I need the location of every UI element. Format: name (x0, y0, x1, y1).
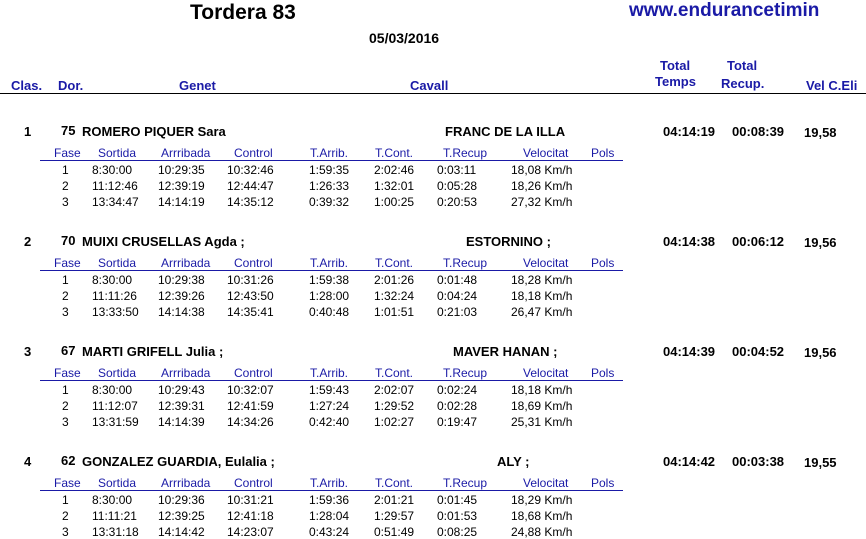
total-recup: 00:08:39 (732, 124, 785, 139)
phase-t-recup: 0:20:53 (437, 195, 478, 209)
phase-t-arrib: 0:39:32 (309, 195, 350, 209)
subheader-rule (40, 380, 623, 381)
phase-t-cont: 1:00:25 (374, 195, 415, 209)
phase-velocitat: 27,32 Km/h (511, 195, 573, 209)
phase-control: 14:34:26 (227, 415, 274, 429)
subheader-arribada: Arrribada (161, 476, 211, 490)
phase-t-arrib: 1:28:04 (309, 509, 350, 523)
phase-t-recup: 0:02:24 (437, 383, 478, 397)
col-header-genet: Genet (179, 78, 216, 93)
average-speed: 19,58 (804, 125, 837, 140)
phase-t-recup: 0:03:11 (437, 163, 477, 177)
phase-t-cont: 1:29:57 (374, 509, 415, 523)
subheader-t-arrib: T.Arrib. (310, 366, 349, 380)
phase-control: 10:32:46 (227, 163, 274, 177)
phase-sortida: 13:31:59 (92, 415, 139, 429)
subheader-sortida: Sortida (98, 366, 137, 380)
phase-t-cont: 1:32:01 (374, 179, 415, 193)
phase-t-arrib: 1:59:43 (309, 383, 350, 397)
horse-name: ALY ; (497, 454, 530, 469)
phase-t-recup: 0:08:25 (437, 525, 478, 539)
total-time: 04:14:39 (663, 344, 716, 359)
phase-t-cont: 2:01:26 (374, 273, 415, 287)
phase-t-arrib: 0:42:40 (309, 415, 350, 429)
rank: 2 (24, 234, 32, 249)
phase-t-recup: 0:05:28 (437, 179, 478, 193)
subheader-velocitat: Velocitat (523, 366, 569, 380)
phase-control: 10:31:26 (227, 273, 274, 287)
rider-name: MARTI GRIFELL Julia ; (82, 344, 224, 359)
dorsal: 75 (61, 123, 76, 138)
subheader-t-recup: T.Recup (443, 366, 488, 380)
average-speed: 19,56 (804, 235, 837, 250)
subheader-arribada: Arrribada (161, 256, 211, 270)
total-time: 04:14:19 (663, 124, 716, 139)
col-header-dor: Dor. (58, 78, 84, 93)
subheader-arribada: Arrribada (161, 146, 211, 160)
horse-name: ESTORNINO ; (466, 234, 551, 249)
subheader-pols: Pols (591, 256, 615, 270)
phase-t-cont: 1:29:52 (374, 399, 415, 413)
phase-velocitat: 26,47 Km/h (511, 305, 573, 319)
phase-sortida: 8:30:00 (92, 163, 133, 177)
phase-velocitat: 18,18 Km/h (511, 383, 573, 397)
subheader-t-recup: T.Recup (443, 256, 488, 270)
phase-fase: 1 (62, 273, 69, 287)
col-header-total-temps-2: Temps (655, 74, 696, 89)
phase-arribada: 14:14:39 (158, 415, 205, 429)
subheader-pols: Pols (591, 476, 615, 490)
phase-t-recup: 0:01:45 (437, 493, 478, 507)
subheader-velocitat: Velocitat (523, 476, 569, 490)
phase-control: 12:41:18 (227, 509, 274, 523)
phase-sortida: 11:11:21 (92, 509, 137, 523)
dorsal: 62 (61, 453, 76, 468)
subheader-t-cont: T.Cont. (375, 476, 414, 490)
total-time: 04:14:38 (663, 234, 716, 249)
phase-arribada: 14:14:38 (158, 305, 205, 319)
subheader-control: Control (234, 476, 273, 490)
col-header-vel: Vel C.Eli (806, 78, 858, 93)
subheader-rule (40, 270, 623, 271)
subheader-t-recup: T.Recup (443, 146, 488, 160)
rider-name: MUIXI CRUSELLAS Agda ; (82, 234, 245, 249)
col-header-total-recup-1: Total (727, 58, 758, 73)
phase-sortida: 11:11:26 (92, 289, 137, 303)
phase-t-recup: 0:01:48 (437, 273, 478, 287)
phase-sortida: 13:33:50 (92, 305, 139, 319)
phase-control: 12:43:50 (227, 289, 274, 303)
phase-t-arrib: 1:28:00 (309, 289, 350, 303)
phase-t-arrib: 1:26:33 (309, 179, 350, 193)
phase-fase: 2 (62, 509, 69, 523)
phase-control: 14:35:41 (227, 305, 274, 319)
phase-sortida: 11:12:46 (92, 179, 138, 193)
phase-sortida: 11:12:07 (92, 399, 138, 413)
subheader-pols: Pols (591, 366, 615, 380)
phase-arribada: 12:39:31 (158, 399, 205, 413)
subheader-velocitat: Velocitat (523, 256, 569, 270)
phase-fase: 3 (62, 305, 69, 319)
phase-control: 10:32:07 (227, 383, 274, 397)
header-divider (0, 93, 866, 94)
phase-fase: 1 (62, 493, 69, 507)
total-recup: 00:06:12 (732, 234, 785, 249)
phase-t-arrib: 0:43:24 (309, 525, 350, 539)
page-title: Tordera 83 (190, 1, 296, 24)
subheader-sortida: Sortida (98, 256, 137, 270)
phase-sortida: 13:34:47 (92, 195, 139, 209)
subheader-fase: Fase (54, 476, 81, 490)
phase-control: 14:35:12 (227, 195, 274, 209)
phase-fase: 3 (62, 415, 69, 429)
rank: 3 (24, 344, 32, 359)
phase-t-arrib: 1:59:36 (309, 493, 350, 507)
phase-t-recup: 0:04:24 (437, 289, 478, 303)
average-speed: 19,55 (804, 455, 837, 470)
dorsal: 67 (61, 343, 76, 358)
subheader-rule (40, 490, 623, 491)
subheader-control: Control (234, 146, 273, 160)
rider-name: GONZALEZ GUARDIA, Eulalia ; (82, 454, 275, 469)
total-recup: 00:03:38 (732, 454, 785, 469)
phase-arribada: 12:39:26 (158, 289, 205, 303)
phase-arribada: 10:29:43 (158, 383, 205, 397)
col-header-total-temps-1: Total (660, 58, 691, 73)
col-header-clas: Clas. (11, 78, 43, 93)
phase-control: 14:23:07 (227, 525, 274, 539)
phase-control: 12:44:47 (227, 179, 274, 193)
subheader-fase: Fase (54, 256, 81, 270)
subheader-t-cont: T.Cont. (375, 366, 414, 380)
phase-fase: 2 (62, 399, 69, 413)
col-header-total-recup-2: Recup. (721, 76, 765, 91)
subheader-t-cont: T.Cont. (375, 256, 414, 270)
phase-velocitat: 18,08 Km/h (511, 163, 573, 177)
phase-velocitat: 18,69 Km/h (511, 399, 573, 413)
average-speed: 19,56 (804, 345, 837, 360)
phase-t-recup: 0:21:03 (437, 305, 478, 319)
phase-t-cont: 2:02:07 (374, 383, 415, 397)
phase-t-cont: 1:01:51 (374, 305, 415, 319)
subheader-pols: Pols (591, 146, 615, 160)
total-time: 04:14:42 (663, 454, 716, 469)
phase-arribada: 12:39:19 (158, 179, 205, 193)
phase-t-cont: 1:32:24 (374, 289, 415, 303)
phase-fase: 1 (62, 163, 69, 177)
subheader-arribada: Arrribada (161, 366, 211, 380)
phase-velocitat: 18,29 Km/h (511, 493, 573, 507)
rank: 1 (24, 124, 32, 139)
subheader-control: Control (234, 256, 273, 270)
col-header-cavall: Cavall (410, 78, 449, 93)
phase-velocitat: 24,88 Km/h (511, 525, 573, 539)
subheader-t-arrib: T.Arrib. (310, 146, 349, 160)
phase-control: 12:41:59 (227, 399, 274, 413)
phase-control: 10:31:21 (227, 493, 274, 507)
rider-name: ROMERO PIQUER Sara (82, 124, 226, 139)
phase-arribada: 10:29:38 (158, 273, 205, 287)
subheader-t-arrib: T.Arrib. (310, 256, 349, 270)
phase-t-arrib: 1:59:35 (309, 163, 350, 177)
phase-fase: 2 (62, 179, 69, 193)
subheader-fase: Fase (54, 146, 81, 160)
horse-name: MAVER HANAN ; (453, 344, 558, 359)
subheader-sortida: Sortida (98, 476, 137, 490)
phase-fase: 2 (62, 289, 69, 303)
phase-fase: 3 (62, 195, 69, 209)
phase-velocitat: 25,31 Km/h (511, 415, 573, 429)
phase-arribada: 14:14:19 (158, 195, 205, 209)
phase-fase: 3 (62, 525, 69, 539)
phase-sortida: 8:30:00 (92, 273, 133, 287)
horse-name: FRANC DE LA ILLA (445, 124, 566, 139)
subheader-control: Control (234, 366, 273, 380)
phase-t-recup: 0:02:28 (437, 399, 478, 413)
subheader-velocitat: Velocitat (523, 146, 569, 160)
phase-velocitat: 18,28 Km/h (511, 273, 573, 287)
phase-velocitat: 18,26 Km/h (511, 179, 573, 193)
subheader-t-recup: T.Recup (443, 476, 488, 490)
phase-t-arrib: 0:40:48 (309, 305, 350, 319)
phase-t-recup: 0:19:47 (437, 415, 478, 429)
phase-fase: 1 (62, 383, 69, 397)
phase-t-cont: 1:02:27 (374, 415, 415, 429)
rank: 4 (24, 454, 32, 469)
phase-velocitat: 18,68 Km/h (511, 509, 573, 523)
phase-t-arrib: 1:59:38 (309, 273, 350, 287)
phase-t-cont: 2:02:46 (374, 163, 415, 177)
total-recup: 00:04:52 (732, 344, 785, 359)
subheader-t-arrib: T.Arrib. (310, 476, 349, 490)
subheader-fase: Fase (54, 366, 81, 380)
phase-velocitat: 18,18 Km/h (511, 289, 573, 303)
phase-arribada: 10:29:35 (158, 163, 205, 177)
phase-sortida: 8:30:00 (92, 383, 133, 397)
phase-t-cont: 2:01:21 (374, 493, 415, 507)
dorsal: 70 (61, 233, 76, 248)
subheader-rule (40, 160, 623, 161)
phase-arribada: 12:39:25 (158, 509, 205, 523)
event-date: 05/03/2016 (369, 30, 440, 46)
phase-t-cont: 0:51:49 (374, 525, 415, 539)
phase-t-recup: 0:01:53 (437, 509, 478, 523)
phase-sortida: 8:30:00 (92, 493, 133, 507)
phase-t-arrib: 1:27:24 (309, 399, 350, 413)
subheader-sortida: Sortida (98, 146, 137, 160)
phase-arribada: 14:14:42 (158, 525, 205, 539)
phase-arribada: 10:29:36 (158, 493, 205, 507)
subheader-t-cont: T.Cont. (375, 146, 414, 160)
website-link[interactable]: www.endurancetimin (629, 0, 820, 21)
phase-sortida: 13:31:18 (92, 525, 139, 539)
